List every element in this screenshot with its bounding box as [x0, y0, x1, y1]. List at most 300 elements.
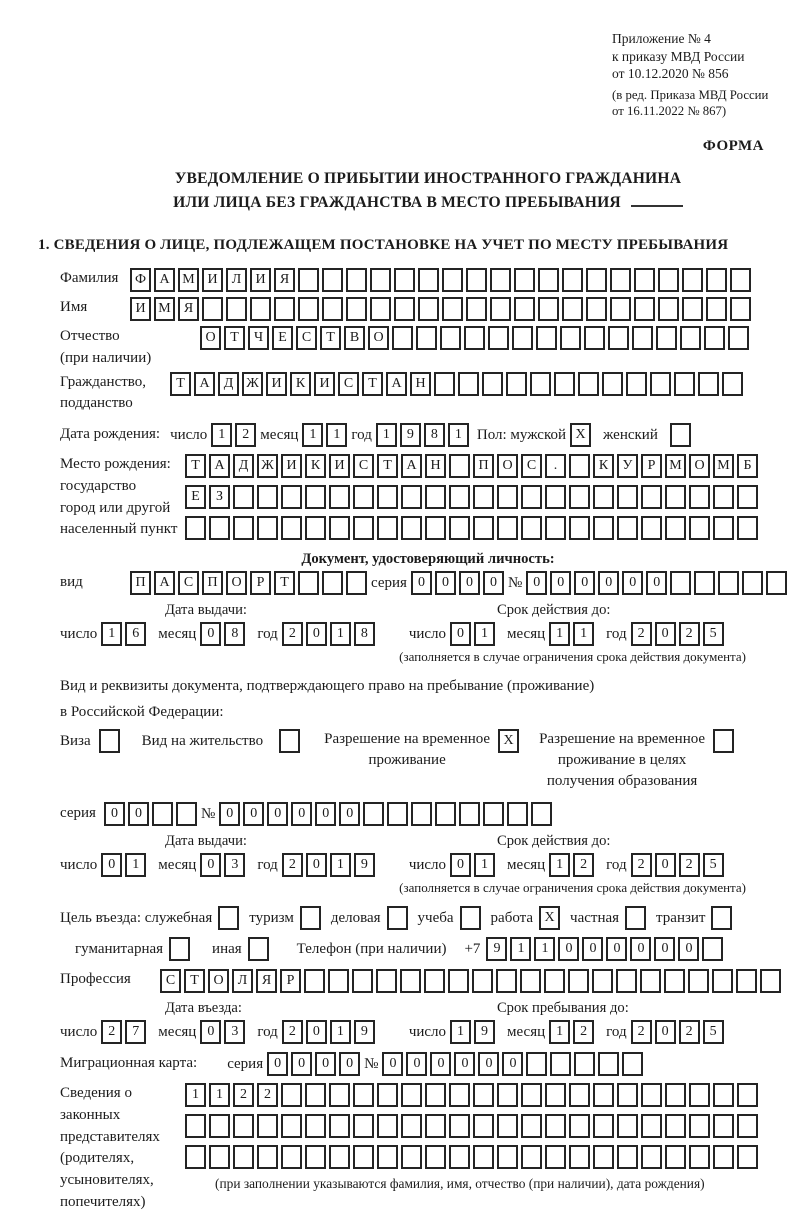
char-cell[interactable]: 2: [282, 853, 303, 877]
char-cell[interactable]: Т: [185, 454, 206, 478]
char-cell[interactable]: 0: [550, 571, 571, 595]
char-cell[interactable]: [226, 297, 247, 321]
char-cell[interactable]: 0: [622, 571, 643, 595]
char-cell[interactable]: 0: [450, 853, 471, 877]
char-cell[interactable]: 2: [679, 1020, 700, 1044]
char-cell[interactable]: [400, 969, 421, 993]
char-cell[interactable]: [490, 297, 511, 321]
char-cell[interactable]: [706, 268, 727, 292]
char-cell[interactable]: 2: [282, 622, 303, 646]
char-cell[interactable]: 2: [679, 853, 700, 877]
char-cell[interactable]: 0: [655, 1020, 676, 1044]
char-cell[interactable]: 1: [534, 937, 555, 961]
char-cell[interactable]: 1: [549, 1020, 570, 1044]
char-cell[interactable]: [425, 1145, 446, 1169]
char-cell[interactable]: [353, 1145, 374, 1169]
char-cell[interactable]: С: [160, 969, 181, 993]
char-cell[interactable]: [602, 372, 623, 396]
char-cell[interactable]: [497, 485, 518, 509]
char-cell[interactable]: [616, 969, 637, 993]
char-cell[interactable]: 8: [354, 622, 375, 646]
char-cell[interactable]: [250, 297, 271, 321]
char-cell[interactable]: Ж: [257, 454, 278, 478]
char-cell[interactable]: Т: [362, 372, 383, 396]
char-cell[interactable]: X: [498, 729, 519, 753]
char-cell[interactable]: 0: [267, 1052, 288, 1076]
char-cell[interactable]: [394, 297, 415, 321]
char-cell[interactable]: [497, 1145, 518, 1169]
char-cell[interactable]: [625, 906, 646, 930]
char-cell[interactable]: [425, 485, 446, 509]
char-cell[interactable]: [713, 1145, 734, 1169]
char-cell[interactable]: [622, 1052, 643, 1076]
char-cell[interactable]: О: [497, 454, 518, 478]
char-cell[interactable]: 0: [406, 1052, 427, 1076]
char-cell[interactable]: Е: [185, 485, 206, 509]
char-cell[interactable]: М: [178, 268, 199, 292]
char-cell[interactable]: Т: [224, 326, 245, 350]
char-cell[interactable]: [377, 1114, 398, 1138]
char-cell[interactable]: [449, 485, 470, 509]
char-cell[interactable]: 9: [474, 1020, 495, 1044]
char-cell[interactable]: [449, 1114, 470, 1138]
char-cell[interactable]: [394, 268, 415, 292]
char-cell[interactable]: [706, 297, 727, 321]
char-cell[interactable]: [209, 1145, 230, 1169]
char-cell[interactable]: [737, 1083, 758, 1107]
char-cell[interactable]: [377, 1145, 398, 1169]
char-cell[interactable]: [713, 516, 734, 540]
char-cell[interactable]: [185, 516, 206, 540]
char-cell[interactable]: 9: [400, 423, 421, 447]
char-cell[interactable]: [425, 1083, 446, 1107]
char-cell[interactable]: [704, 326, 725, 350]
char-cell[interactable]: 0: [478, 1052, 499, 1076]
char-cell[interactable]: 2: [573, 1020, 594, 1044]
char-cell[interactable]: 0: [654, 937, 675, 961]
char-cell[interactable]: [257, 485, 278, 509]
char-cell[interactable]: 1: [330, 1020, 351, 1044]
char-cell[interactable]: [304, 969, 325, 993]
char-cell[interactable]: [281, 1145, 302, 1169]
char-cell[interactable]: Р: [250, 571, 271, 595]
char-cell[interactable]: [218, 906, 239, 930]
char-cell[interactable]: 5: [703, 853, 724, 877]
char-cell[interactable]: [233, 516, 254, 540]
char-cell[interactable]: [305, 1083, 326, 1107]
char-cell[interactable]: [545, 1114, 566, 1138]
char-cell[interactable]: [233, 1145, 254, 1169]
char-cell[interactable]: И: [250, 268, 271, 292]
char-cell[interactable]: [473, 1145, 494, 1169]
char-cell[interactable]: [658, 297, 679, 321]
char-cell[interactable]: [521, 516, 542, 540]
char-cell[interactable]: [680, 326, 701, 350]
char-cell[interactable]: [346, 571, 367, 595]
char-cell[interactable]: [353, 516, 374, 540]
char-cell[interactable]: 3: [224, 853, 245, 877]
char-cell[interactable]: 8: [424, 423, 445, 447]
char-cell[interactable]: О: [368, 326, 389, 350]
char-cell[interactable]: [712, 969, 733, 993]
char-cell[interactable]: [538, 297, 559, 321]
char-cell[interactable]: [670, 571, 691, 595]
char-cell[interactable]: 1: [302, 423, 323, 447]
char-cell[interactable]: М: [665, 454, 686, 478]
char-cell[interactable]: 0: [200, 853, 221, 877]
char-cell[interactable]: [592, 969, 613, 993]
char-cell[interactable]: 0: [315, 1052, 336, 1076]
char-cell[interactable]: [279, 729, 300, 753]
char-cell[interactable]: [617, 1114, 638, 1138]
char-cell[interactable]: 2: [573, 853, 594, 877]
char-cell[interactable]: .: [545, 454, 566, 478]
char-cell[interactable]: [641, 1083, 662, 1107]
char-cell[interactable]: О: [208, 969, 229, 993]
char-cell[interactable]: [665, 516, 686, 540]
char-cell[interactable]: [233, 485, 254, 509]
char-cell[interactable]: [370, 297, 391, 321]
char-cell[interactable]: 1: [330, 853, 351, 877]
char-cell[interactable]: [298, 571, 319, 595]
char-cell[interactable]: П: [130, 571, 151, 595]
char-cell[interactable]: [401, 485, 422, 509]
char-cell[interactable]: 0: [104, 802, 125, 826]
char-cell[interactable]: [464, 326, 485, 350]
char-cell[interactable]: 1: [330, 622, 351, 646]
char-cell[interactable]: [569, 516, 590, 540]
char-cell[interactable]: [472, 969, 493, 993]
char-cell[interactable]: [424, 969, 445, 993]
char-cell[interactable]: 0: [502, 1052, 523, 1076]
char-cell[interactable]: 2: [631, 1020, 652, 1044]
char-cell[interactable]: К: [290, 372, 311, 396]
char-cell[interactable]: [497, 516, 518, 540]
char-cell[interactable]: [641, 516, 662, 540]
char-cell[interactable]: 2: [235, 423, 256, 447]
char-cell[interactable]: X: [570, 423, 591, 447]
char-cell[interactable]: [322, 268, 343, 292]
char-cell[interactable]: [329, 1114, 350, 1138]
char-cell[interactable]: [694, 571, 715, 595]
char-cell[interactable]: [578, 372, 599, 396]
char-cell[interactable]: [482, 372, 503, 396]
char-cell[interactable]: [449, 1145, 470, 1169]
char-cell[interactable]: [376, 969, 397, 993]
char-cell[interactable]: С: [338, 372, 359, 396]
char-cell[interactable]: О: [200, 326, 221, 350]
char-cell[interactable]: [713, 485, 734, 509]
char-cell[interactable]: [598, 1052, 619, 1076]
char-cell[interactable]: [329, 485, 350, 509]
char-cell[interactable]: И: [266, 372, 287, 396]
char-cell[interactable]: [689, 516, 710, 540]
char-cell[interactable]: [281, 1114, 302, 1138]
char-cell[interactable]: Ф: [130, 268, 151, 292]
char-cell[interactable]: 2: [679, 622, 700, 646]
char-cell[interactable]: 0: [435, 571, 456, 595]
char-cell[interactable]: [617, 516, 638, 540]
char-cell[interactable]: 0: [430, 1052, 451, 1076]
char-cell[interactable]: 0: [655, 853, 676, 877]
char-cell[interactable]: [466, 268, 487, 292]
char-cell[interactable]: 0: [574, 571, 595, 595]
char-cell[interactable]: [711, 906, 732, 930]
char-cell[interactable]: 0: [243, 802, 264, 826]
char-cell[interactable]: [377, 485, 398, 509]
char-cell[interactable]: [185, 1145, 206, 1169]
char-cell[interactable]: Н: [410, 372, 431, 396]
char-cell[interactable]: 0: [526, 571, 547, 595]
char-cell[interactable]: [521, 1083, 542, 1107]
char-cell[interactable]: 0: [411, 571, 432, 595]
char-cell[interactable]: 0: [267, 802, 288, 826]
char-cell[interactable]: 0: [582, 937, 603, 961]
char-cell[interactable]: Т: [377, 454, 398, 478]
char-cell[interactable]: [387, 906, 408, 930]
char-cell[interactable]: [305, 485, 326, 509]
char-cell[interactable]: 1: [549, 853, 570, 877]
char-cell[interactable]: [305, 1114, 326, 1138]
char-cell[interactable]: [274, 297, 295, 321]
char-cell[interactable]: Л: [226, 268, 247, 292]
char-cell[interactable]: [736, 969, 757, 993]
char-cell[interactable]: И: [281, 454, 302, 478]
char-cell[interactable]: [507, 802, 528, 826]
char-cell[interactable]: [688, 969, 709, 993]
char-cell[interactable]: [674, 372, 695, 396]
char-cell[interactable]: [387, 802, 408, 826]
char-cell[interactable]: 8: [224, 622, 245, 646]
char-cell[interactable]: К: [305, 454, 326, 478]
char-cell[interactable]: [656, 326, 677, 350]
char-cell[interactable]: 2: [282, 1020, 303, 1044]
char-cell[interactable]: [152, 802, 173, 826]
char-cell[interactable]: [490, 268, 511, 292]
char-cell[interactable]: [497, 1114, 518, 1138]
char-cell[interactable]: [322, 297, 343, 321]
char-cell[interactable]: [458, 372, 479, 396]
char-cell[interactable]: [562, 297, 583, 321]
char-cell[interactable]: У: [617, 454, 638, 478]
char-cell[interactable]: [473, 516, 494, 540]
char-cell[interactable]: [352, 969, 373, 993]
char-cell[interactable]: 0: [450, 622, 471, 646]
char-cell[interactable]: 6: [125, 622, 146, 646]
char-cell[interactable]: В: [344, 326, 365, 350]
char-cell[interactable]: [617, 485, 638, 509]
char-cell[interactable]: 0: [598, 571, 619, 595]
char-cell[interactable]: [202, 297, 223, 321]
char-cell[interactable]: [281, 485, 302, 509]
char-cell[interactable]: [658, 268, 679, 292]
char-cell[interactable]: [569, 454, 590, 478]
char-cell[interactable]: [593, 1114, 614, 1138]
char-cell[interactable]: [526, 1052, 547, 1076]
char-cell[interactable]: 0: [128, 802, 149, 826]
char-cell[interactable]: [512, 326, 533, 350]
char-cell[interactable]: О: [689, 454, 710, 478]
char-cell[interactable]: 2: [101, 1020, 122, 1044]
char-cell[interactable]: [737, 1145, 758, 1169]
char-cell[interactable]: Т: [184, 969, 205, 993]
char-cell[interactable]: 1: [101, 622, 122, 646]
char-cell[interactable]: Т: [170, 372, 191, 396]
char-cell[interactable]: [584, 326, 605, 350]
char-cell[interactable]: [545, 1083, 566, 1107]
char-cell[interactable]: 9: [486, 937, 507, 961]
char-cell[interactable]: [550, 1052, 571, 1076]
char-cell[interactable]: 1: [376, 423, 397, 447]
char-cell[interactable]: [233, 1114, 254, 1138]
char-cell[interactable]: [305, 516, 326, 540]
char-cell[interactable]: 5: [703, 622, 724, 646]
char-cell[interactable]: [562, 268, 583, 292]
char-cell[interactable]: 0: [315, 802, 336, 826]
char-cell[interactable]: Б: [737, 454, 758, 478]
char-cell[interactable]: [353, 485, 374, 509]
char-cell[interactable]: [248, 937, 269, 961]
char-cell[interactable]: [329, 516, 350, 540]
char-cell[interactable]: [496, 969, 517, 993]
char-cell[interactable]: [682, 297, 703, 321]
char-cell[interactable]: [281, 516, 302, 540]
char-cell[interactable]: [730, 297, 751, 321]
char-cell[interactable]: [544, 969, 565, 993]
char-cell[interactable]: [617, 1083, 638, 1107]
char-cell[interactable]: 3: [224, 1020, 245, 1044]
char-cell[interactable]: О: [226, 571, 247, 595]
char-cell[interactable]: [401, 1083, 422, 1107]
char-cell[interactable]: [305, 1145, 326, 1169]
char-cell[interactable]: [665, 1083, 686, 1107]
char-cell[interactable]: [521, 1114, 542, 1138]
char-cell[interactable]: [416, 326, 437, 350]
char-cell[interactable]: 1: [474, 853, 495, 877]
char-cell[interactable]: 1: [510, 937, 531, 961]
char-cell[interactable]: А: [154, 571, 175, 595]
char-cell[interactable]: [641, 1145, 662, 1169]
char-cell[interactable]: [300, 906, 321, 930]
char-cell[interactable]: [281, 1083, 302, 1107]
char-cell[interactable]: [536, 326, 557, 350]
char-cell[interactable]: [569, 1083, 590, 1107]
char-cell[interactable]: [702, 937, 723, 961]
char-cell[interactable]: 0: [646, 571, 667, 595]
char-cell[interactable]: [682, 268, 703, 292]
char-cell[interactable]: 0: [454, 1052, 475, 1076]
char-cell[interactable]: [640, 969, 661, 993]
char-cell[interactable]: 9: [354, 1020, 375, 1044]
char-cell[interactable]: [520, 969, 541, 993]
char-cell[interactable]: 0: [459, 571, 480, 595]
char-cell[interactable]: [713, 1114, 734, 1138]
char-cell[interactable]: 1: [211, 423, 232, 447]
char-cell[interactable]: 0: [339, 802, 360, 826]
char-cell[interactable]: [209, 1114, 230, 1138]
char-cell[interactable]: 0: [219, 802, 240, 826]
char-cell[interactable]: [449, 1083, 470, 1107]
char-cell[interactable]: [718, 571, 739, 595]
char-cell[interactable]: [448, 969, 469, 993]
char-cell[interactable]: [176, 802, 197, 826]
char-cell[interactable]: [665, 485, 686, 509]
char-cell[interactable]: А: [154, 268, 175, 292]
char-cell[interactable]: 1: [474, 622, 495, 646]
char-cell[interactable]: [665, 1114, 686, 1138]
char-cell[interactable]: [586, 268, 607, 292]
char-cell[interactable]: Л: [232, 969, 253, 993]
char-cell[interactable]: И: [329, 454, 350, 478]
char-cell[interactable]: А: [194, 372, 215, 396]
char-cell[interactable]: [488, 326, 509, 350]
char-cell[interactable]: [730, 268, 751, 292]
char-cell[interactable]: [545, 1145, 566, 1169]
char-cell[interactable]: [569, 1114, 590, 1138]
char-cell[interactable]: Д: [218, 372, 239, 396]
char-cell[interactable]: 0: [306, 853, 327, 877]
char-cell[interactable]: 0: [200, 1020, 221, 1044]
char-cell[interactable]: [298, 268, 319, 292]
char-cell[interactable]: [593, 1145, 614, 1169]
char-cell[interactable]: [634, 297, 655, 321]
char-cell[interactable]: [560, 326, 581, 350]
char-cell[interactable]: [514, 268, 535, 292]
char-cell[interactable]: Т: [320, 326, 341, 350]
char-cell[interactable]: [608, 326, 629, 350]
char-cell[interactable]: [401, 516, 422, 540]
char-cell[interactable]: [689, 485, 710, 509]
char-cell[interactable]: [353, 1114, 374, 1138]
char-cell[interactable]: [401, 1145, 422, 1169]
char-cell[interactable]: [466, 297, 487, 321]
char-cell[interactable]: [370, 268, 391, 292]
char-cell[interactable]: [353, 1083, 374, 1107]
char-cell[interactable]: [459, 802, 480, 826]
char-cell[interactable]: [346, 297, 367, 321]
char-cell[interactable]: Д: [233, 454, 254, 478]
char-cell[interactable]: 0: [382, 1052, 403, 1076]
char-cell[interactable]: [521, 1145, 542, 1169]
char-cell[interactable]: Я: [274, 268, 295, 292]
char-cell[interactable]: X: [539, 906, 560, 930]
char-cell[interactable]: [737, 1114, 758, 1138]
char-cell[interactable]: 0: [291, 1052, 312, 1076]
char-cell[interactable]: 0: [678, 937, 699, 961]
char-cell[interactable]: [689, 1114, 710, 1138]
char-cell[interactable]: Я: [178, 297, 199, 321]
char-cell[interactable]: А: [401, 454, 422, 478]
char-cell[interactable]: 7: [125, 1020, 146, 1044]
char-cell[interactable]: [569, 1145, 590, 1169]
char-cell[interactable]: 1: [209, 1083, 230, 1107]
char-cell[interactable]: [632, 326, 653, 350]
char-cell[interactable]: 0: [655, 622, 676, 646]
char-cell[interactable]: 0: [558, 937, 579, 961]
char-cell[interactable]: [766, 571, 787, 595]
char-cell[interactable]: [665, 1145, 686, 1169]
char-cell[interactable]: [434, 372, 455, 396]
char-cell[interactable]: [626, 372, 647, 396]
char-cell[interactable]: 0: [306, 1020, 327, 1044]
char-cell[interactable]: [670, 423, 691, 447]
char-cell[interactable]: [411, 802, 432, 826]
char-cell[interactable]: [689, 1145, 710, 1169]
char-cell[interactable]: 9: [354, 853, 375, 877]
char-cell[interactable]: [473, 485, 494, 509]
char-cell[interactable]: 0: [630, 937, 651, 961]
char-cell[interactable]: [574, 1052, 595, 1076]
